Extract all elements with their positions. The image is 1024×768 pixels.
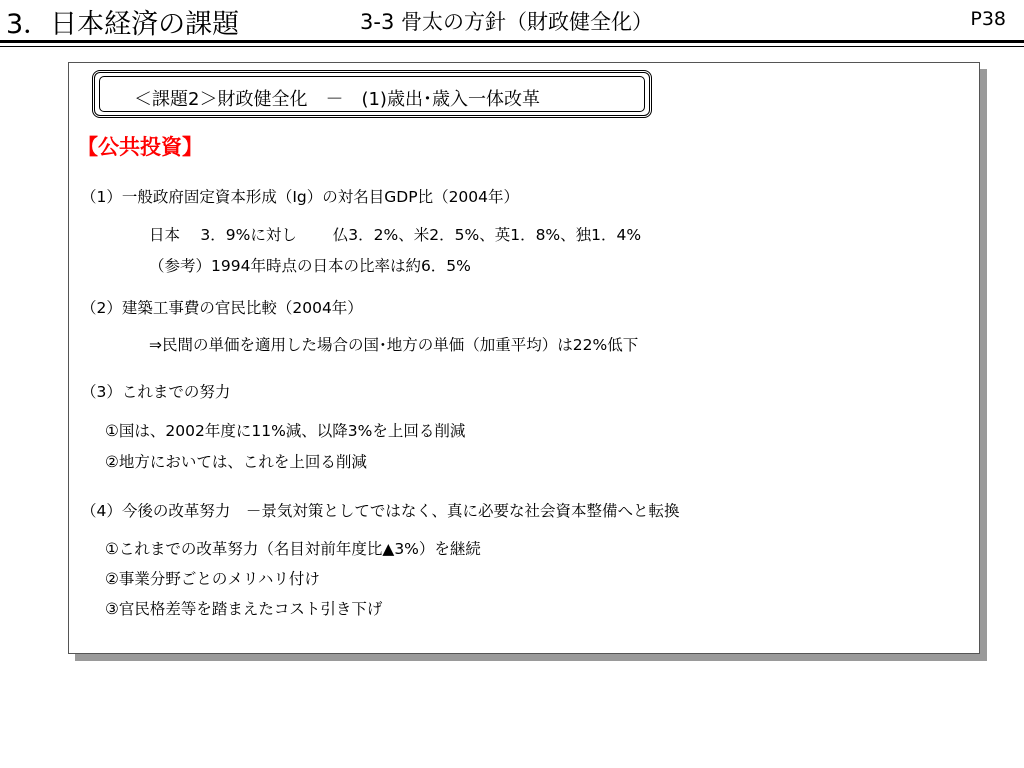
section-title: 3．日本経済の課題 [6, 9, 240, 40]
header-rule-thick [0, 40, 1024, 43]
page-number: P38 [970, 8, 1006, 30]
item-4-line-2: ②事業分野ごとのメリハリ付け [105, 570, 320, 588]
item-1-line-2: （参考）1994年時点の日本の比率は約6．5% [149, 257, 471, 275]
item-3-line-2: ②地方においては、これを上回る削減 [105, 453, 367, 471]
item-3-heading: （3）これまでの努力 [81, 383, 231, 401]
item-2-line-1: ⇒民間の単価を適用した場合の国･地方の単価（加重平均）は22%低下 [149, 336, 639, 354]
item-4-heading: （4）今後の改革努力 －景気対策としてではなく、真に必要な社会資本整備へと転換 [81, 502, 680, 520]
header-rule-thin [0, 46, 1024, 47]
item-2-heading: （2）建築工事費の官民比較（2004年） [81, 299, 363, 317]
topic-box [92, 70, 652, 118]
sub-title: 3-3 骨太の方針（財政健全化） [360, 10, 653, 34]
item-3-line-1: ①国は、2002年度に11%減、以降3%を上回る削減 [105, 422, 466, 440]
page-header [0, 0, 1024, 44]
content-panel [68, 62, 980, 654]
item-4-line-3: ③官民格差等を踏まえたコスト引き下げ [105, 600, 383, 618]
item-1-line-1: 日本 3．9%に対し 仏3．2%、米2．5%、英1．8%、独1．4% [149, 226, 642, 244]
item-1-heading: （1）一般政府固定資本形成（Ig）の対名目GDP比（2004年） [81, 188, 520, 206]
item-4-line-1: ①これまでの改革努力（名目対前年度比▲3%）を継続 [105, 540, 481, 558]
category-heading: 【公共投資】 [77, 135, 203, 159]
topic-label: ＜課題2＞財政健全化 － (1)歳出･歳入一体改革 [134, 89, 540, 110]
